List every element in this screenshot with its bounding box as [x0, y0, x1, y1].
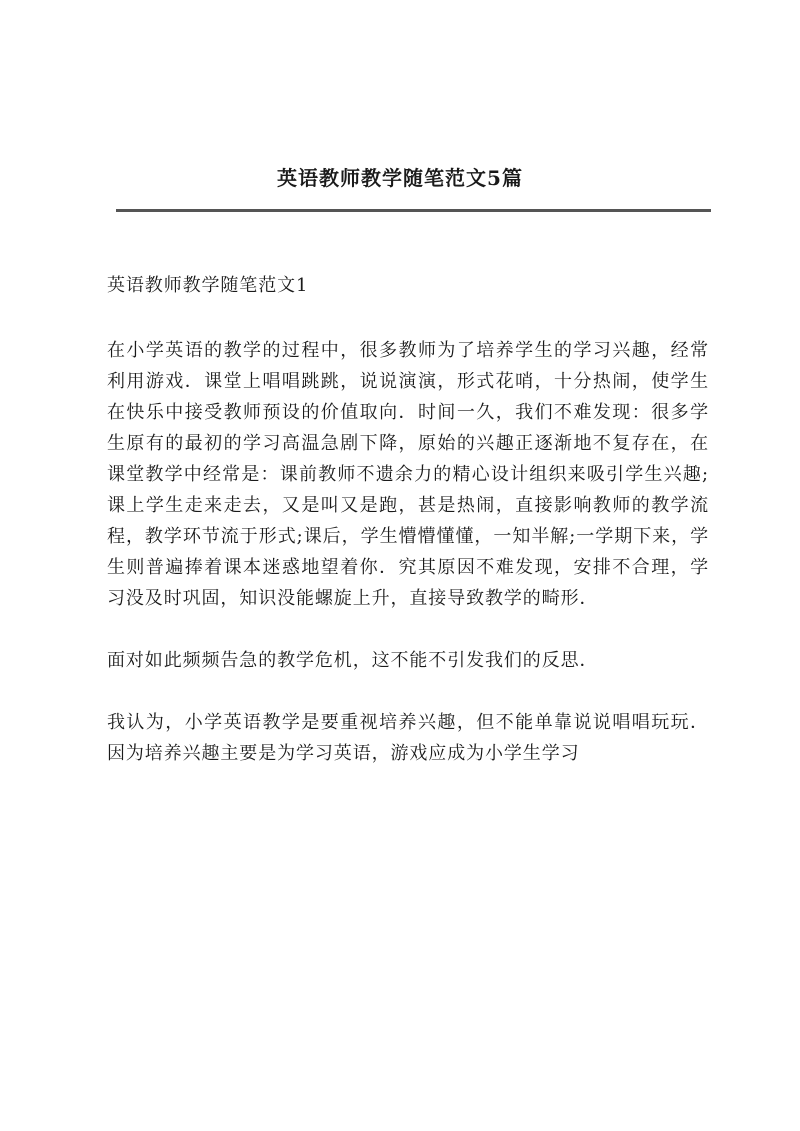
- paragraph-1: 在小学英语的教学的过程中，很多教师为了培养学生的学习兴趣，经常利用游戏．课堂上唱唱跳跳，说说演演，形式花哨，十分热闹，使学生在快乐中接受教师预设的价值取向．时间一久，我们不难发现：很多学生原有的最初的学习高温急剧下降，原始的兴趣正逐渐地不复存在，在课堂教学中经常是：课前教师不遗余力的精心设计组织来吸引学生兴趣;课上学生走来走去，又是叫又是跑，甚是热闹，直接影响教师的教学流程，教学环节流于形式;课后，学生懵懵懂懂，一知半解;一学期下来，学生则普遍捧着课本迷惑地望着你．究其原因不难发现，安排不合理，学习没及时巩固，知识没能螺旋上升，直接导致教学的畸形．: [107, 340, 709, 609]
- title-divider: [116, 209, 711, 212]
- section-heading: 英语教师教学随笔范文1: [107, 275, 309, 296]
- paragraph-2: 面对如此频频告急的教学危机，这不能不引发我们的反思．: [107, 650, 599, 671]
- document-title: 英语教师教学随笔范文5篇: [277, 166, 523, 190]
- paragraph-3: 我认为，小学英语教学是要重视培养兴趣，但不能单靠说说唱唱玩玩．因为培养兴趣主要是为学习英语，游戏应成为小学生学习: [107, 712, 709, 764]
- document-body: [107, 270, 709, 800]
